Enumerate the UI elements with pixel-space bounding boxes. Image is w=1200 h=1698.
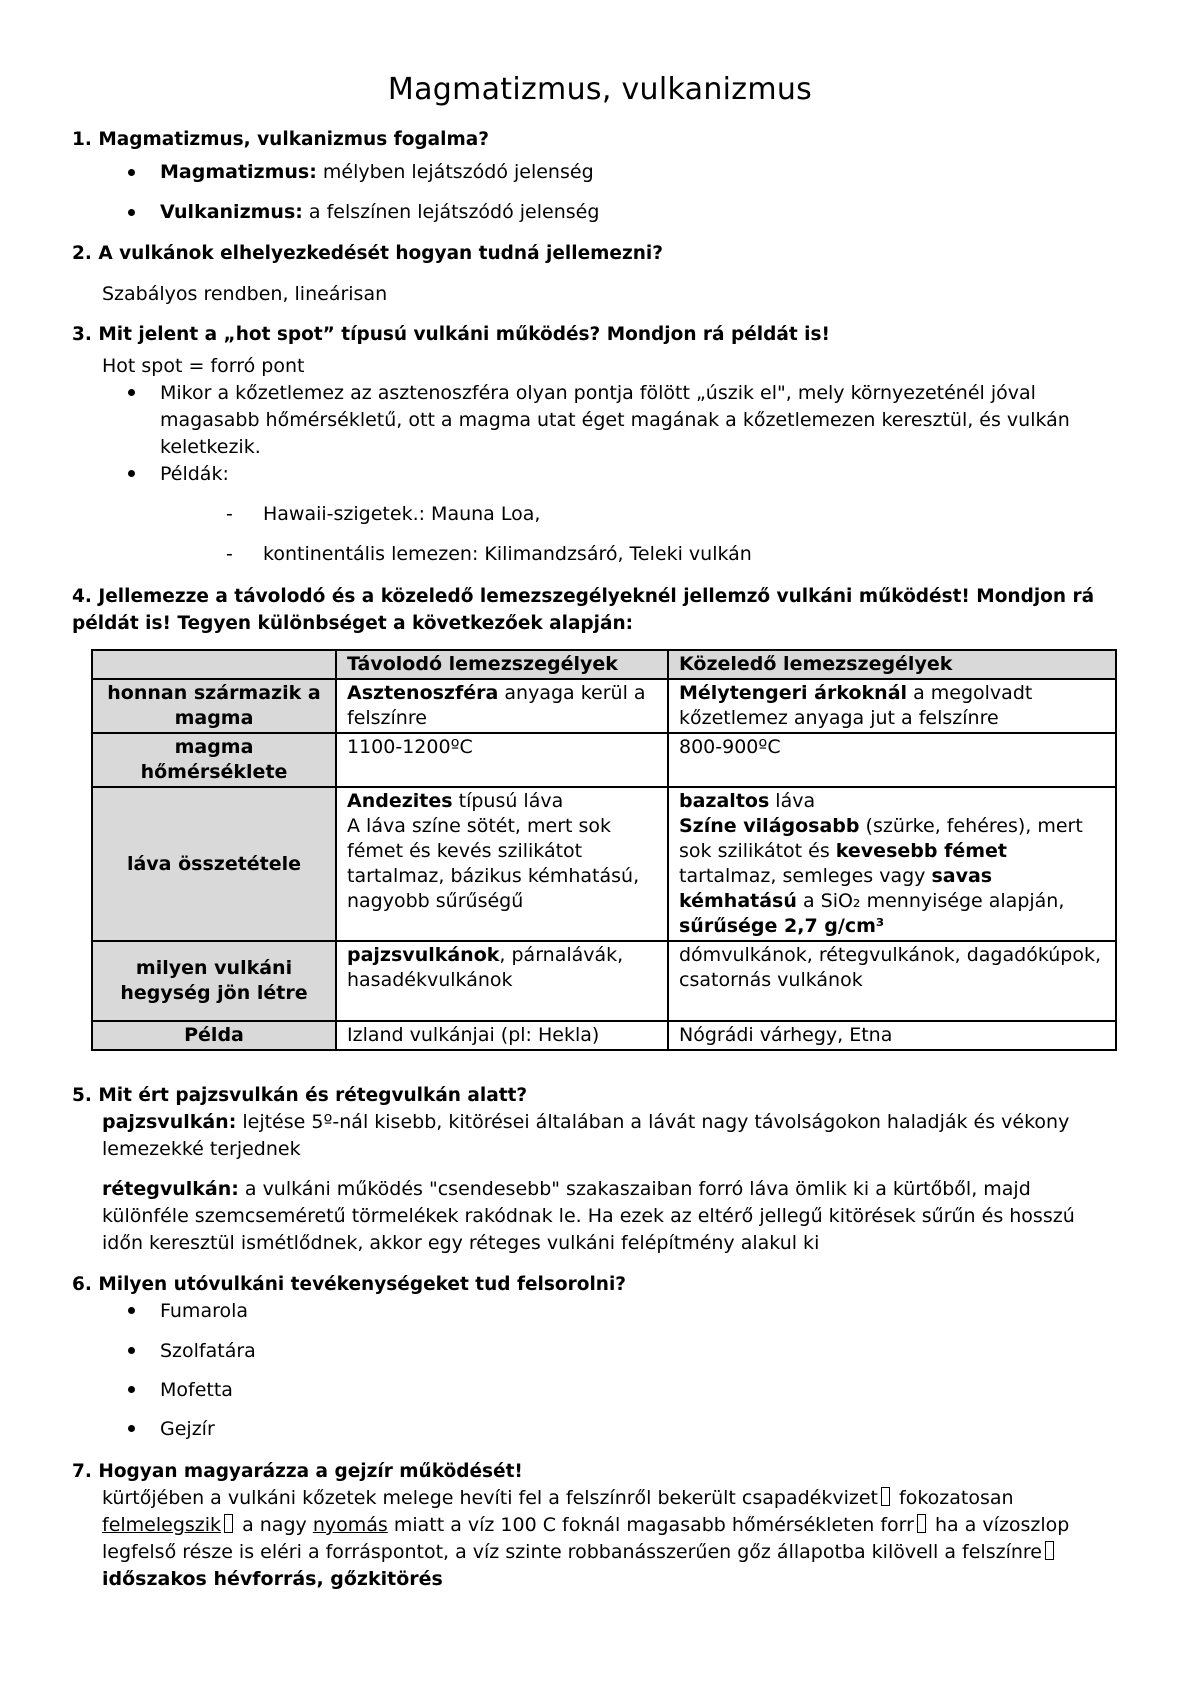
table-corner-cell — [92, 650, 336, 679]
question-5: 5. Mit ért pajzsvulkán és rétegvulkán alatt? — [72, 1085, 528, 1106]
table-row — [92, 787, 1116, 941]
cell-mountain-convergent: dómvulkánok, rétegvulkánok, dagadókúpok, csatornás vulkánok — [668, 941, 1116, 1021]
page-title: Magmatizmus, vulkanizmus — [387, 72, 813, 107]
cell-origin-divergent: Asztenoszféra anyaga kerül a felszínre — [336, 679, 668, 733]
missing-glyph-icon — [224, 1514, 233, 1533]
cell-origin-convergent: Mélytengeri árkoknál a megolvadt kőzetlemez anyaga jut a felszínre — [668, 679, 1116, 733]
bullet-icon — [128, 1386, 135, 1393]
q3-bullet1-line3: keletkezik. — [160, 436, 261, 458]
q7-line3: legfelső része is eléri a forráspontot, a víz szinte robbanásszerűen gőz állapotba kilövell a felszínre — [102, 1539, 1057, 1566]
q3-example-1: Hawaii-szigetek.: Mauna Loa, — [263, 503, 541, 525]
row-label-origin: honnan származik a magma — [92, 679, 336, 733]
bullet-icon — [128, 1347, 135, 1354]
question-2: 2. A vulkánok elhelyezkedését hogyan tudná jellemezni? — [72, 243, 663, 264]
bullet-icon — [128, 389, 135, 396]
row-label-mountain: milyen vulkáni hegység jön létre — [92, 941, 336, 1021]
table-row — [92, 1021, 1116, 1050]
q3-example-2: kontinentális lemezen: Kilimandzsáró, Teleki vulkán — [263, 543, 752, 565]
question-3: 3. Mit jelent a „hot spot” típusú vulkáni működés? Mondjon rá példát is! — [72, 324, 830, 345]
q7-line4: időszakos hévforrás, gőzkitörés — [102, 1568, 443, 1590]
q3-intro: Hot spot = forró pont — [102, 355, 305, 377]
q3-bullet2: Példák: — [160, 463, 229, 485]
q6-item-mofetta: Mofetta — [160, 1379, 233, 1401]
cell-temperature-divergent: 1100-1200ºC — [336, 733, 668, 787]
dash-icon: - — [226, 543, 233, 565]
q7-line1: kürtőjében a vulkáni kőzetek melege hevíti fel a felszínről bekerült csapadékvizet fokozatosan — [102, 1487, 1014, 1509]
cell-example-divergent: Izland vulkánjai (pl: Hekla) — [336, 1021, 668, 1050]
volcanism-comparison-table — [91, 649, 1117, 1051]
table-row — [92, 679, 1116, 733]
row-label-lava: láva összetétele — [92, 787, 336, 941]
q6-item-fumarola: Fumarola — [160, 1300, 249, 1322]
table-row — [92, 733, 1116, 787]
bullet-icon — [128, 169, 135, 176]
row-label-temperature: magma hőmérséklete — [92, 733, 336, 787]
table-header-row — [92, 650, 1116, 679]
cell-mountain-divergent: pajzsvulkánok, párnalávák, hasadékvulkánok — [336, 941, 668, 1021]
q2-answer: Szabályos rendben, lineárisan — [102, 283, 388, 305]
q5-strato-line1: rétegvulkán: a vulkáni működés "csendesebb" szakaszaiban forró láva ömlik ki a kürtőből, majd — [102, 1178, 1031, 1200]
missing-glyph-icon — [1045, 1541, 1054, 1560]
header-divergent: Távolodó lemezszegélyek — [336, 650, 668, 679]
question-1: 1. Magmatizmus, vulkanizmus fogalma? — [72, 129, 489, 150]
bullet-icon — [128, 209, 135, 216]
bullet-icon — [128, 1425, 135, 1432]
q3-bullet1-line1: Mikor a kőzetlemez az asztenoszféra olyan pontja fölött „úszik el", mely környezeténél jóval — [160, 382, 1036, 404]
q5-strato-line2: különféle szemcseméretű törmelékek rakódnak le. Ha ezek az eltérő jellegű kitörések sűrűn és hosszú — [102, 1205, 1075, 1227]
cell-temperature-convergent: 800-900ºC — [668, 733, 1116, 787]
q5-strato-line3: időn keresztül ismétlődnek, akkor egy réteges vulkáni felépítmény alakul ki — [102, 1232, 820, 1254]
missing-glyph-icon — [881, 1487, 890, 1506]
question-4-line1: 4. Jellemezze a távolodó és a közeledő lemezszegélyeknél jellemző vulkáni működést! Mondjon rá — [72, 586, 1095, 607]
cell-lava-convergent: bazaltos láva Színe világosabb (szürke, fehéres), mert sok szilikátot és kevesebb fémet tartalmaz, semleges vagy savas kémhatású a SiO₂ mennyisége alapján, sűrűsége 2,7 g/cm³ — [668, 787, 1116, 941]
question-4-line2: példát is! Tegyen különbséget a következőek alapján: — [72, 613, 634, 634]
q6-item-geyser: Gejzír — [160, 1418, 215, 1440]
q6-item-solfatara: Szolfatára — [160, 1340, 256, 1362]
cell-example-convergent: Nógrádi várhegy, Etna — [668, 1021, 1116, 1050]
question-6: 6. Milyen utóvulkáni tevékenységeket tud felsorolni? — [72, 1274, 627, 1295]
bullet-icon — [128, 1307, 135, 1314]
q3-bullet1-line2: magasabb hőmérsékletű, ott a magma utat éget magának a kőzetlemezen keresztül, és vulkán — [160, 409, 1070, 431]
cell-lava-divergent: Andezites típusú láva A láva színe sötét, mert sok fémet és kevés szilikátot tartalmaz, bázikus kémhatású, nagyobb sűrűségű — [336, 787, 668, 941]
header-convergent: Közeledő lemezszegélyek — [668, 650, 1116, 679]
q1-item-magmatism: Magmatizmus: mélyben lejátszódó jelenség — [160, 161, 594, 183]
row-label-example: Példa — [92, 1021, 336, 1050]
q5-shield-line2: lemezekké terjednek — [102, 1138, 301, 1160]
missing-glyph-icon — [917, 1514, 926, 1533]
dash-icon: - — [226, 503, 233, 525]
q1-item-volcanism: Vulkanizmus: a felszínen lejátszódó jelenség — [160, 201, 600, 223]
q7-line2: felmelegszik a nagy nyomás miatt a víz 100 C foknál magasabb hőmérsékleten forr ha a vízoszlop — [102, 1514, 1070, 1536]
question-7: 7. Hogyan magyarázza a gejzír működését! — [72, 1461, 523, 1482]
q5-shield-line1: pajzsvulkán: lejtése 5º-nál kisebb, kitörései általában a lávát nagy távolságokon haladják és vékony — [102, 1111, 1070, 1133]
bullet-icon — [128, 470, 135, 477]
table-row — [92, 941, 1116, 1021]
